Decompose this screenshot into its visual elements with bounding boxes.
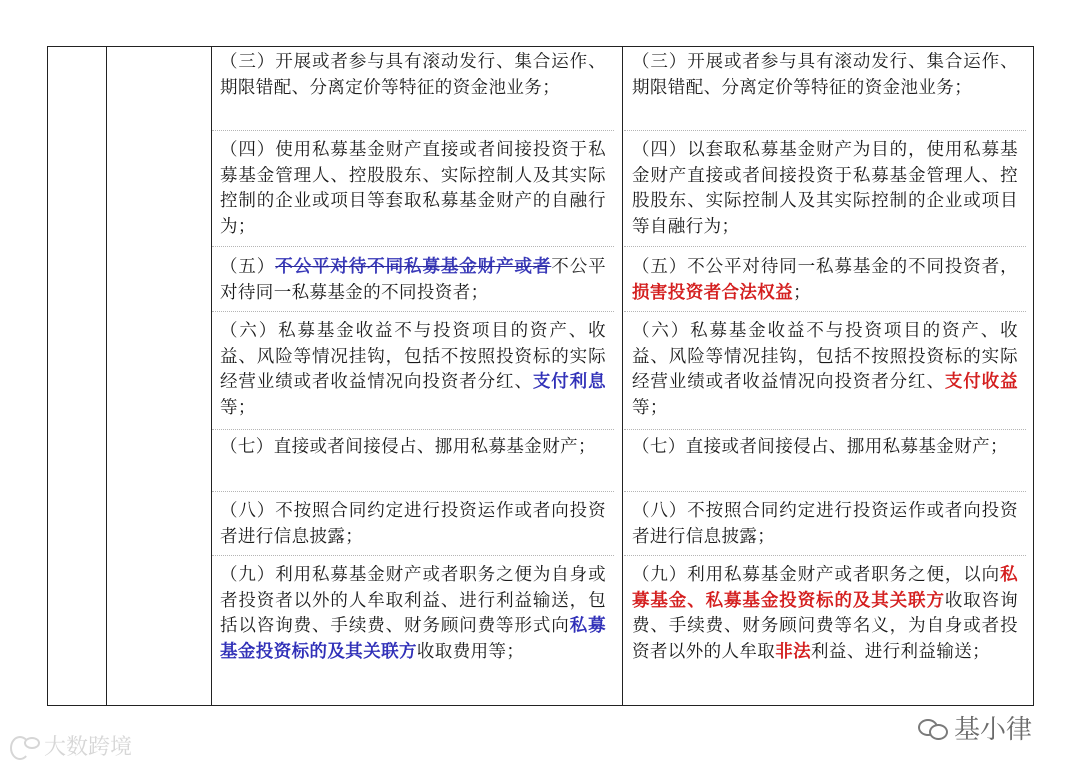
row-separator — [624, 246, 1026, 247]
new-item-5-tail: ； — [793, 282, 812, 303]
old-item-5-rest: 不公平对待同一私募基金的不同投资者； — [220, 257, 607, 303]
new-item-3: （三）开展或者参与具有滚动发行、集合运作、期限错配、分离定价等特征的资金池业务； — [632, 52, 1018, 98]
old-text-column — [212, 46, 614, 706]
old-item-9 — [220, 563, 606, 665]
old-item-8: （八）不按照合同约定进行投资运作或者向投资者进行信息披露； — [220, 501, 606, 547]
highlight-red: 私募基金、私募基金投资标的及其关联方 — [632, 565, 1018, 611]
old-item-5-lead: （五） — [220, 257, 276, 277]
row-separator — [212, 311, 614, 312]
table-divider-3 — [622, 46, 623, 706]
row-separator — [624, 429, 1026, 430]
highlight-blue: 支付利息 — [532, 372, 606, 392]
deleted-text: 不公平对待不同私募基金财产或者 — [275, 257, 552, 277]
watermark-right — [918, 709, 1032, 746]
watermark-right-text: 基小律 — [954, 715, 1033, 745]
row-separator — [624, 311, 1026, 312]
new-item-6-text: （六）私募基金收益不与投资项目的资产、收益、风险等情况挂钩，包括不按照投资标的实际经营业绩或者收益情况向投资者分红、 — [632, 321, 1018, 392]
wechat-icon — [918, 717, 948, 739]
highlight-red: 损害投资者合法权益 — [632, 282, 794, 303]
new-item-9-text: （九）利用私募基金财产或者职务之便，以向 — [632, 565, 1001, 585]
new-item-7: （七）直接或者间接侵占、挪用私募基金财产； — [632, 437, 1008, 457]
highlight-red: 非法 — [775, 641, 812, 662]
old-item-7: （七）直接或者间接侵占、挪用私募基金财产； — [220, 437, 596, 457]
old-item-6-text: （六）私募基金收益不与投资项目的资产、收益、风险等情况挂钩，包括不按照投资标的实际经营业绩或者收益情况向投资者分红、 — [220, 321, 606, 392]
new-item-9-tail: 利益、进行利益输送； — [811, 641, 991, 662]
row-separator — [212, 130, 614, 131]
old-item-9-text: （九）利用私募基金财产或者职务之便为自身或者投资者以外的人牟取利益、进行利益输送，包括以咨询费、手续费、财务顾问费等形式向 — [220, 565, 606, 636]
old-item-6 — [220, 319, 606, 421]
new-item-8: （八）不按照合同约定进行投资运作或者向投资者进行信息披露； — [632, 501, 1018, 547]
row-separator — [212, 246, 614, 247]
new-item-4: （四）以套取私募基金财产为目的，使用私募基金财产直接或者间接投资于私募基金管理人、控股股东、实际控制人及其实际控制的企业或项目等自融行为； — [632, 140, 1018, 237]
row-separator — [212, 429, 614, 430]
new-item-6 — [632, 319, 1018, 421]
new-item-5 — [632, 255, 1018, 306]
brand-logo-icon — [10, 734, 40, 758]
new-item-9-mid: 收取咨询费、手续费、财务顾问费等名义，为自身或者投资者以外的人牟取 — [632, 590, 1018, 662]
old-item-5 — [220, 255, 606, 306]
new-item-6-tail: 等； — [632, 397, 668, 418]
old-item-4: （四）使用私募基金财产直接或者间接投资于私募基金管理人、控股股东、实际控制人及其实际控制的企业或项目等套取私募基金财产的自融行为； — [220, 140, 606, 237]
new-item-5-text: （五）不公平对待同一私募基金的不同投资者， — [632, 257, 1018, 277]
watermark-left — [10, 730, 132, 761]
row-separator — [212, 555, 614, 556]
row-separator — [624, 491, 1026, 492]
table-divider-1 — [106, 46, 107, 706]
highlight-red: 支付收益 — [944, 372, 1018, 392]
old-item-3: （三）开展或者参与具有滚动发行、集合运作、期限错配、分离定价等特征的资金池业务； — [220, 52, 606, 98]
old-item-9-tail: 收取费用等； — [416, 641, 525, 662]
row-separator — [212, 491, 614, 492]
row-separator — [624, 130, 1026, 131]
watermark-left-text: 大数跨境 — [44, 735, 133, 760]
highlight-blue: 私募基金投资标的及其关联方 — [220, 616, 606, 662]
new-text-column — [624, 46, 1026, 706]
new-item-9 — [632, 563, 1018, 665]
row-separator — [624, 555, 1026, 556]
old-item-6-tail: 等； — [220, 397, 256, 418]
